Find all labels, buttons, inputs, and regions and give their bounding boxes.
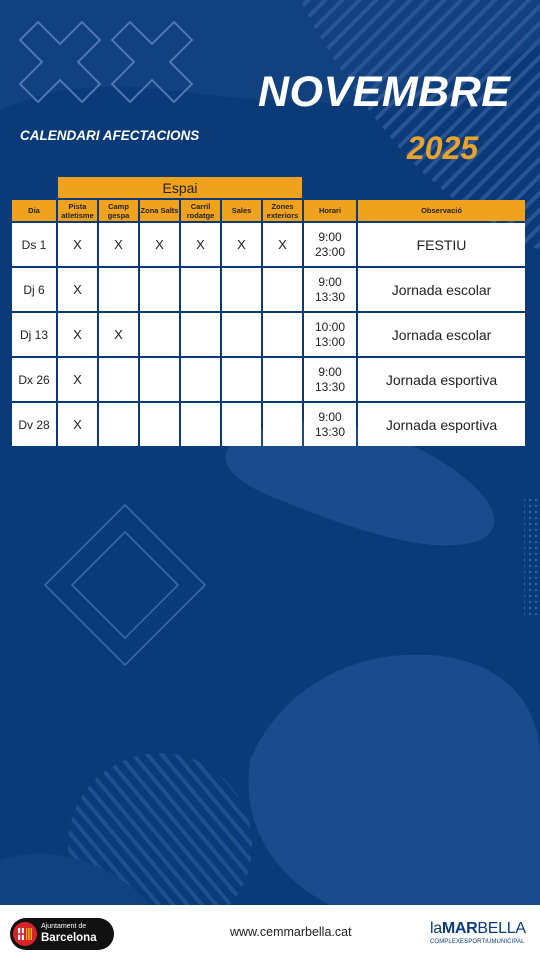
table-row <box>12 223 525 266</box>
cell-sales <box>222 403 261 446</box>
cell-dia: Ds 1 <box>12 223 56 266</box>
horari-end: 13:30 <box>314 424 346 439</box>
table-row <box>12 403 525 446</box>
cell-zones <box>263 358 302 401</box>
cell-horari <box>304 403 356 446</box>
cell-carril <box>181 268 220 311</box>
cell-camp: X <box>99 313 138 356</box>
cell-zona <box>140 403 179 446</box>
header-dia: Dia <box>12 200 56 221</box>
cell-dia: Dv 28 <box>12 403 56 446</box>
cell-sales: X <box>222 223 261 266</box>
cell-pista: X <box>58 268 97 311</box>
header-observacio: Observació <box>358 200 525 221</box>
cell-sales <box>222 358 261 401</box>
cell-observacio: FESTIU <box>358 223 525 266</box>
cell-sales <box>222 313 261 356</box>
cell-observacio: Jornada escolar <box>358 313 525 356</box>
espai-group-header: Espai <box>58 177 302 198</box>
header-pista-atletisme: Pista atletisme <box>58 200 97 221</box>
cell-dia: Dj 6 <box>12 268 56 311</box>
page-subtitle: CALENDARI AFECTACIONS <box>20 128 200 143</box>
cell-horari <box>304 358 356 401</box>
cell-observacio: Jornada esportiva <box>358 403 525 446</box>
blank-cell <box>12 177 56 198</box>
horari-end: 13:30 <box>314 289 346 304</box>
cell-camp <box>99 403 138 446</box>
cell-horari <box>304 223 356 266</box>
horari-start: 9:00 <box>318 274 342 289</box>
cell-observacio: Jornada escolar <box>358 268 525 311</box>
horari-end: 23:00 <box>314 244 346 259</box>
brand-la: la <box>430 920 442 937</box>
header-carril-rodatge: Carril rodatge <box>181 200 220 221</box>
lamarbella-logo[interactable] <box>430 920 526 938</box>
cell-camp <box>99 358 138 401</box>
header-zona-salts: Zona Salts <box>140 200 179 221</box>
table-row <box>12 358 525 401</box>
website-link[interactable]: www.cemmarbella.cat <box>230 925 352 939</box>
table-row <box>12 313 525 356</box>
cell-carril <box>181 313 220 356</box>
cell-zones <box>263 403 302 446</box>
cell-zones: X <box>263 223 302 266</box>
cell-camp: X <box>99 223 138 266</box>
cell-horari <box>304 268 356 311</box>
cell-zona <box>140 358 179 401</box>
brand-tagline: COMPLEXESPORTIUMUNICIPAL <box>430 939 525 945</box>
calendar-table-container <box>10 175 527 448</box>
cell-observacio: Jornada esportiva <box>358 358 525 401</box>
calendar-table <box>10 175 527 448</box>
header-zones-exteriors: Zones exteriors <box>263 200 302 221</box>
blank-cell <box>304 177 525 198</box>
header-sales: Sales <box>222 200 261 221</box>
cell-carril: X <box>181 223 220 266</box>
horari-start: 9:00 <box>318 229 342 244</box>
brand-bella: BELLA <box>477 920 526 937</box>
cell-zones <box>263 313 302 356</box>
cell-pista: X <box>58 313 97 356</box>
cell-sales <box>222 268 261 311</box>
cell-pista: X <box>58 358 97 401</box>
horari-start: 10:00 <box>314 319 346 334</box>
horari-end: 13:30 <box>314 379 346 394</box>
group-header-row <box>12 177 525 198</box>
cell-camp <box>99 268 138 311</box>
cell-dia: Dj 13 <box>12 313 56 356</box>
horari-end: 13:00 <box>314 334 346 349</box>
ajuntament-label: Ajuntament de <box>41 923 87 930</box>
cell-pista: X <box>58 223 97 266</box>
cell-zona <box>140 268 179 311</box>
cell-carril <box>181 403 220 446</box>
column-header-row <box>12 200 525 221</box>
cell-horari <box>304 313 356 356</box>
header-camp-gespa: Camp gespa <box>99 200 138 221</box>
horari-start: 9:00 <box>318 409 342 424</box>
brand-mar: MAR <box>441 920 478 937</box>
cell-pista: X <box>58 403 97 446</box>
cell-dia: Dx 26 <box>12 358 56 401</box>
month-title: NOVEMBRE <box>258 68 511 116</box>
cell-zona: X <box>140 223 179 266</box>
horari-start: 9:00 <box>318 364 342 379</box>
cell-zones <box>263 268 302 311</box>
barcelona-label: Barcelona <box>41 932 97 944</box>
barcelona-seal-icon <box>12 921 38 947</box>
cell-zona <box>140 313 179 356</box>
year-label: 2025 <box>407 130 479 166</box>
table-row <box>12 268 525 311</box>
cell-carril <box>181 358 220 401</box>
header-horari: Horari <box>304 200 356 221</box>
